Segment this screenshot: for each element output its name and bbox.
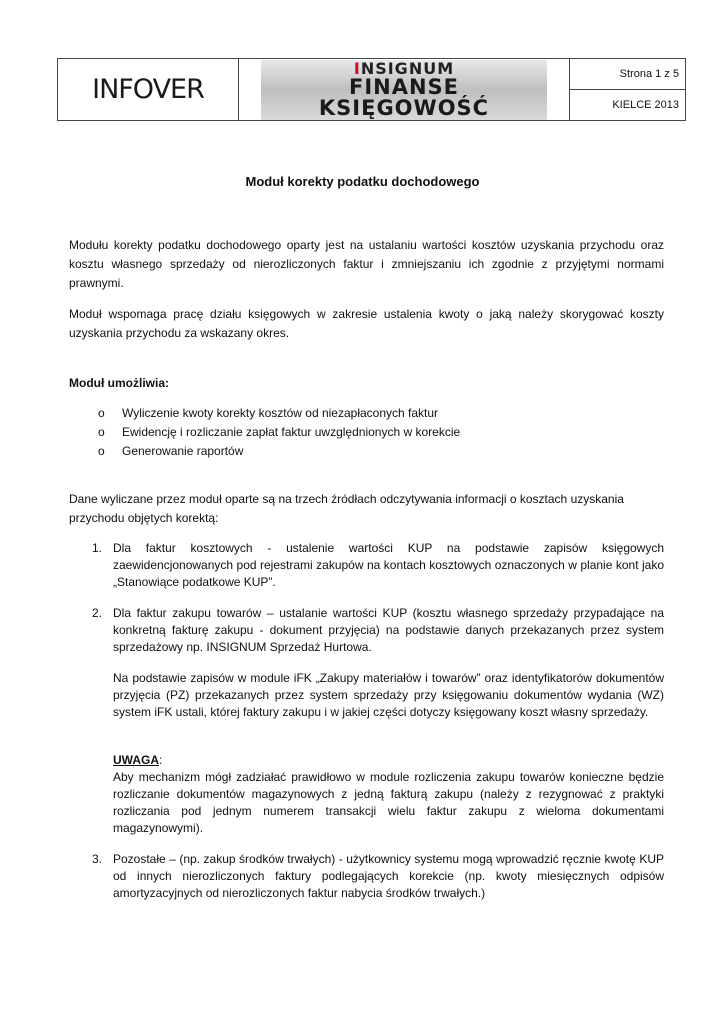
banner-accent: I [353, 58, 361, 78]
features-heading: Moduł umożliwia: [69, 376, 169, 390]
source-item-3: 3. Pozostałe – (np. zakup środków trwałych) - użytkownicy systemu mogą wprowadzić ręcznie kwotę KUP od innych nierozliczonych faktury podlegających korekcie (np. kwoty miesięcznych odpisów amortyzacyjnych od nierozliczonych faktur nabycia środków trwałych.) [92, 852, 664, 900]
bullet-mark: o [98, 425, 105, 439]
intro-paragraph-2: Moduł wspomaga pracę działu księgowych w zakresie ustalenia kwoty o jaką należy skorygować koszty uzyskania przychodu za wskazany okres. [69, 307, 664, 340]
banner-line2: FINANSE [348, 74, 460, 99]
insignum-banner [239, 59, 570, 120]
place-year: KIELCE 2013 [570, 89, 685, 120]
uwaga-label: UWAGA [113, 753, 159, 767]
uwaga-heading: UWAGA: [113, 753, 163, 767]
page-number: Strona 1 z 5 [619, 68, 679, 80]
bullet-mark: o [98, 406, 105, 420]
page-header [57, 58, 686, 121]
features-list [98, 404, 460, 461]
source-item-2: 2. Dla faktur zakupu towarów – ustalanie wartości KUP (kosztu własnego sprzedaży przypadające na konkretną fakturę zakupu - dokument przyjęcia) na podstawie danych przekazanych przez system sprzedażowy np. INSIGNUM Sprzedaż Hurtowa. [92, 606, 664, 654]
list-item: o Ewidencję i rozliczanie zapłat faktur uwzględnionych w korekcie [98, 423, 460, 442]
bullet-mark: o [98, 444, 105, 458]
source-2-detail: Na podstawie zapisów w module iFK „Zakupy materiałów i towarów” oraz identyfikatorów dokumentów przyjęcia (PZ) przekazanych przez system sprzedaży przy księgowaniu dokumentów wydania (WZ) system iFK ustali, której faktury zakupu i w jakiej części dotyczy księgowany koszt własny sprzedaży. [113, 671, 664, 719]
banner-line3: KSIĘGOWOŚĆ [318, 95, 490, 120]
sources-intro: Dane wyliczane przez moduł oparte są na trzech źródłach odczytywania informacji o kosztach uzyskania przychodu objętych korektą: [69, 492, 624, 525]
document-title: Moduł korekty podatku dochodowego [245, 174, 480, 189]
uwaga-text: Aby mechanizm mógł zadziałać prawidłowo w module rozliczenia zakupu towarów konieczne będzie rozliczanie dokumentów magazynowych z jedną fakturą zakupu (należy z rezygnować z praktyki rozliczania pod jednym numerem transakcji wielu faktur zakupu z wieloma dokumentami magazynowymi). [113, 770, 664, 835]
header-info [570, 59, 685, 120]
infover-logo-text: INFOVER [92, 74, 204, 105]
source-item-1: 1. Dla faktur kosztowych - ustalenie wartości KUP na podstawie zapisów księgowych zaewidencjonowanych pod rejestrami zakupów na kontach kosztowych oznaczonych w planie kont jako „Stanowiące podatkowe KUP”. [92, 541, 664, 589]
banner-line1: NSIGNUM [360, 58, 455, 78]
infover-logo [58, 59, 239, 120]
intro-paragraph-1: Modułu korekty podatku dochodowego oparty jest na ustalaniu wartości kosztów uzyskania przychodu oraz kosztu własnego sprzedaży od nierozliczonych faktur i zmniejszaniu ich zgodnie z przyjętymi normami prawnymi. [69, 238, 664, 290]
list-item: o Wyliczenie kwoty korekty kosztów od niezapłaconych faktur [98, 404, 460, 423]
insignum-banner-image [261, 60, 547, 120]
list-item: o Generowanie raportów [98, 442, 460, 461]
